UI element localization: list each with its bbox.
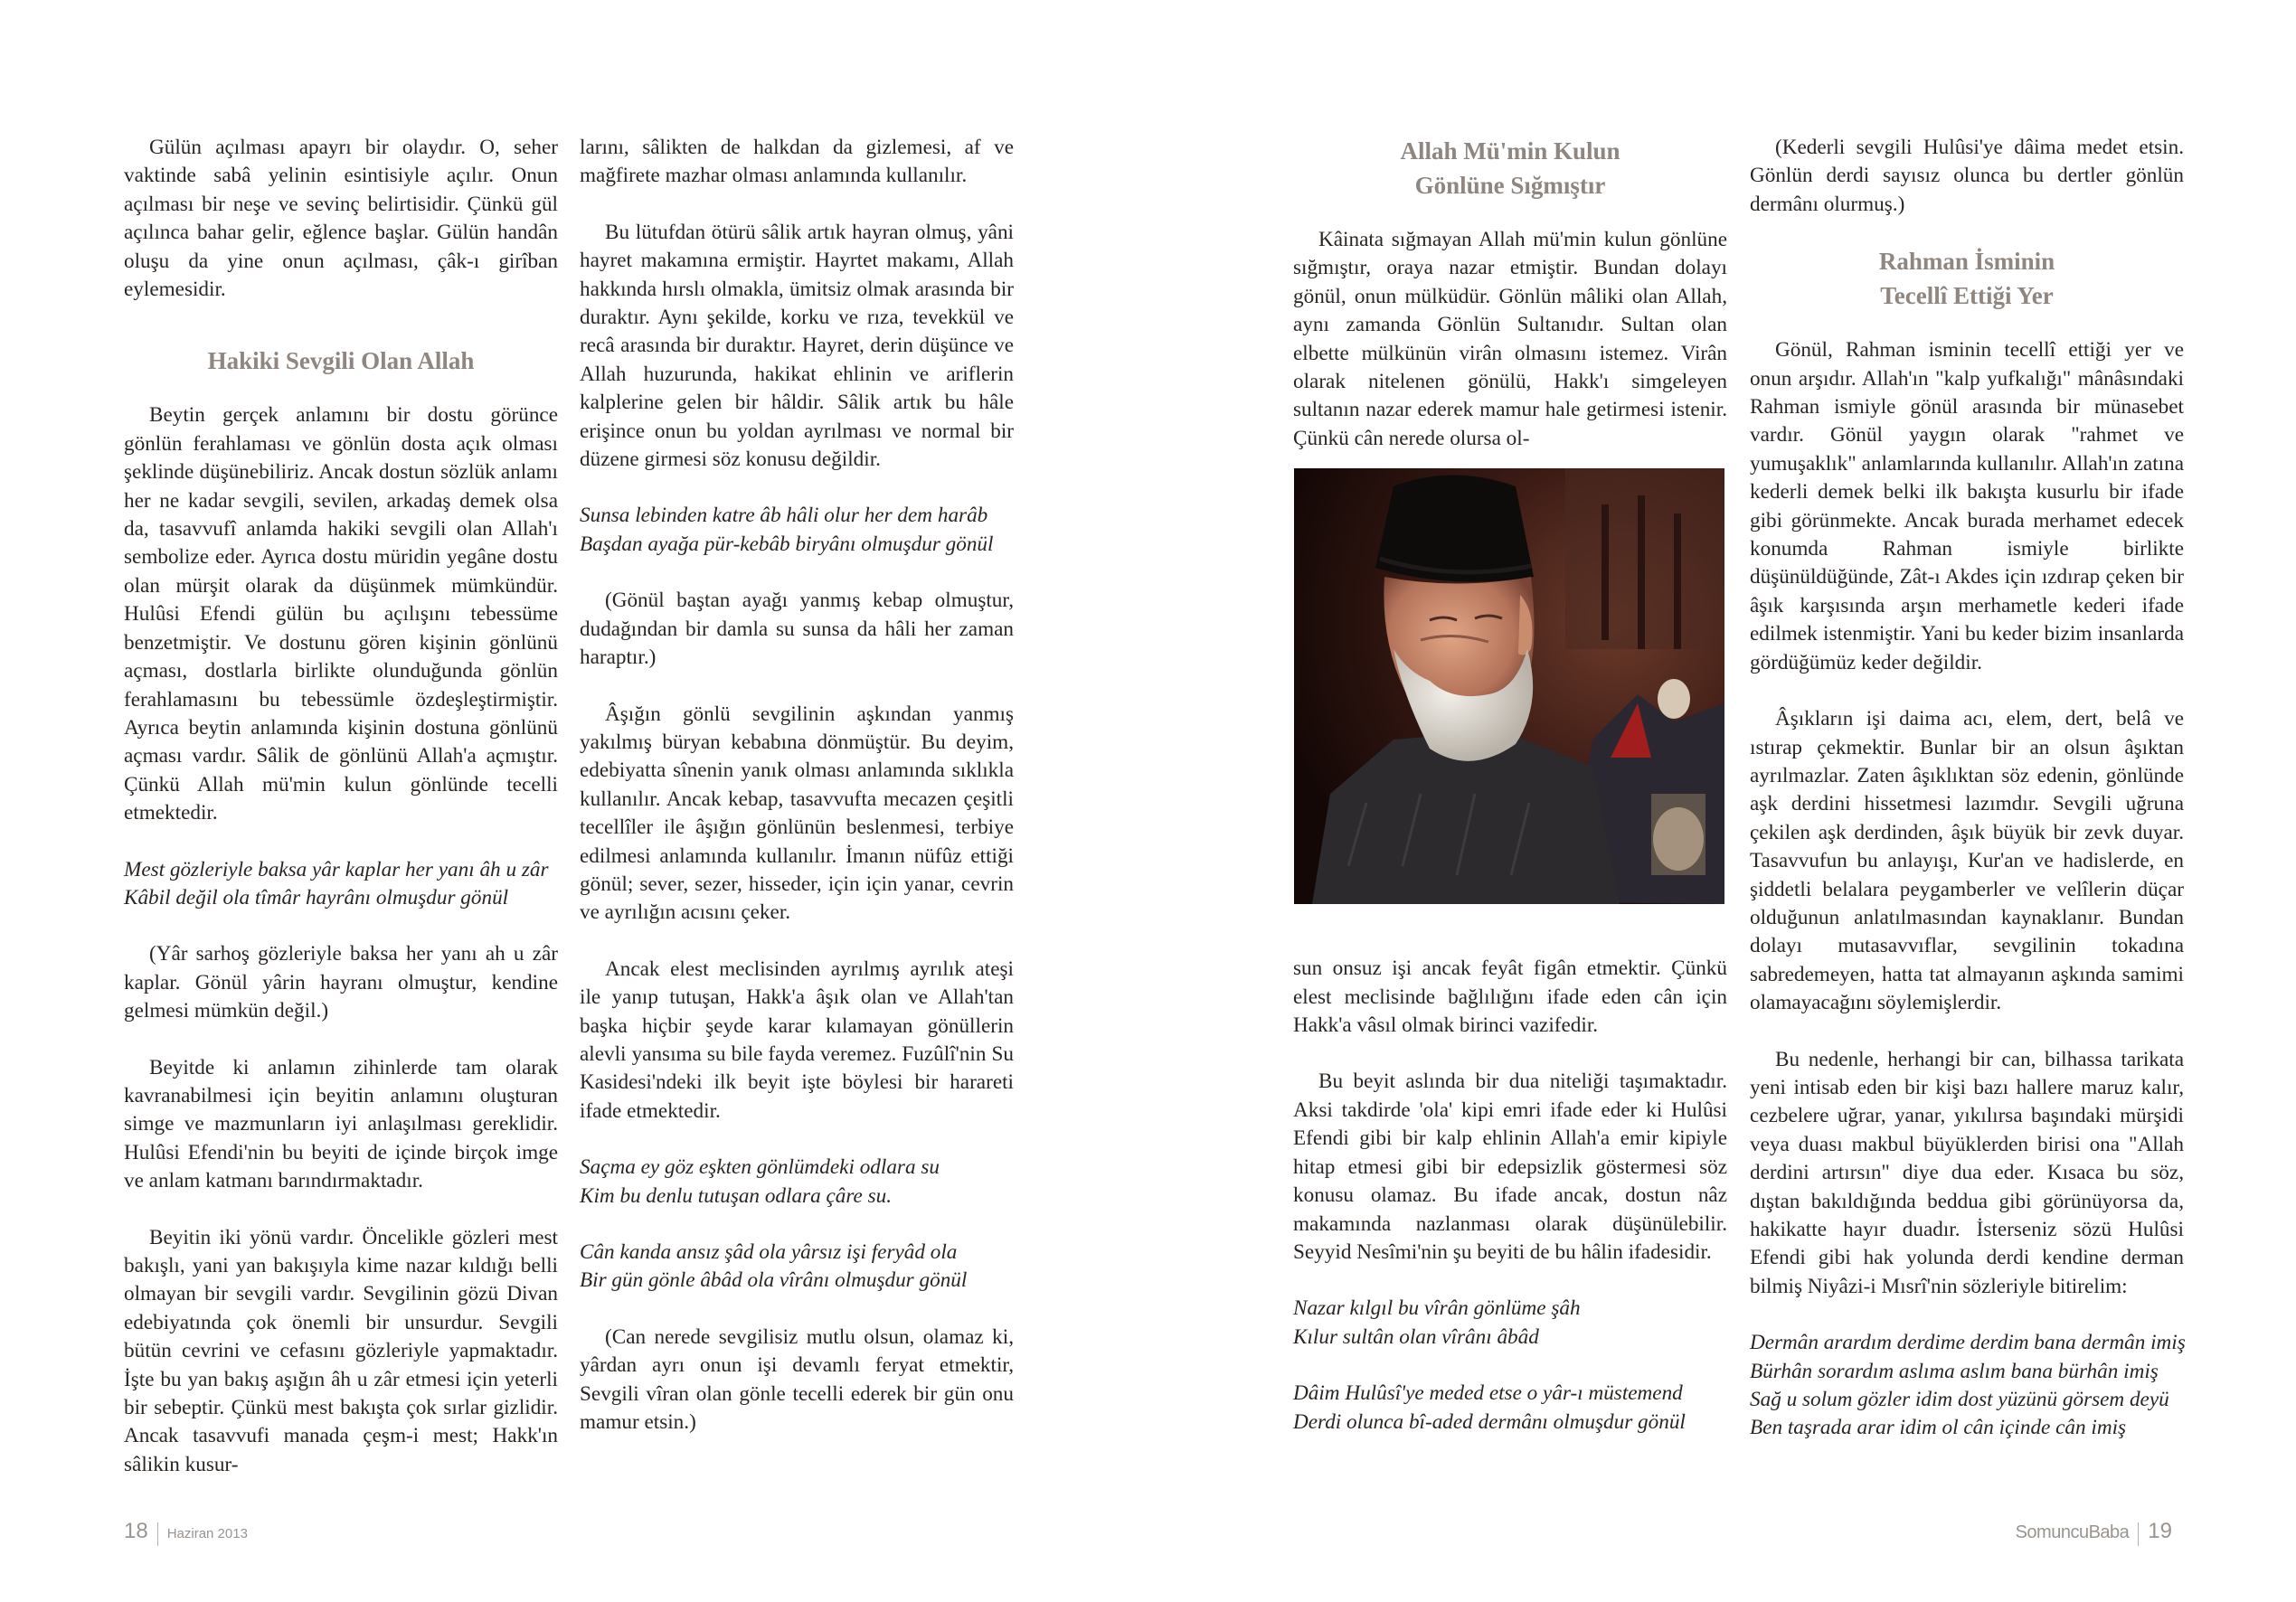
paragraph: Bu nedenle, herhangi bir can, bilhassa tarikata yeni intisab eden bir kişi bazı hallere maruz kalır, cezbelere uğrar, yanar, yıkılırsa başındaki mürşidi veya duası makbul büyüklerden birisi ona "Allah derdini artırsın" diye dua eder. Kısaca bu söz, dıştan bakıldığında beddua gibi görünüyorsa da, hakikatte hayır duadır. İsterseniz sözü Hulûsi Efendi gibi hak yolunda derdi kendine derman bilmiş Niyâzi-i Mısrî'nin sözleriyle bitirelim: — [1750, 1047, 2184, 1298]
heading-line: Rahman İsminin — [1878, 248, 2055, 276]
verse-line: Kim bu denlu tutuşan odlara çâre su. — [580, 1183, 893, 1208]
paragraph: (Can nerede sevgilisiz mutlu olsun, olamaz ki, yârdan ayrı onun işi devamlı feryat etmektir, Sevgili vîran olan gönle tecelli ederek bir gün onu mamur etsin.) — [580, 1324, 1014, 1435]
portrait-photo — [1294, 468, 1724, 904]
verse-line: Derdi olunca bî-aded dermânı olmuşdur gönül — [1293, 1409, 1686, 1434]
page-number: 18 — [124, 1519, 148, 1543]
paragraph: Gönül, Rahman isminin tecellî ettiği yer ve onun arşıdır. Allah'ın "kalp yufkalığı" mânâsındaki Rahman ismiyle gönül arasında bir münasebet vardır. Gönül yaygın olarak "rahmet ve yumuşaklık" anlamlarında kullanılır. Allah'ın zatına kederli demek belki ilk bakışta kusurlu bir ifade gibi görünmekte. Ancak burada merhamet edecek konumda Rahman ismiyle birlikte düşünüldüğünde, Zât-ı Akdes için ızdırap çeken bir âşık karşısında arşın merhametle kederi ifade edilmek istenmiştir. Yani bu keder bizim insanlarda gördüğümüz keder değildir. — [1750, 338, 2184, 674]
paragraph: Beyitde ki anlamın zihinlerde tam olarak kavranabilmesi için beyitin anlamını oluşturan simge ve mazmunların iyi anlaşılması gereklidir. Hulûsi Efendi'nin bu beyiti de içinde birçok imge ve anlam katmanı barındırmaktadır. — [124, 1055, 558, 1193]
paragraph: Âşıkların işi daima acı, elem, dert, belâ ve ıstırap çekmektir. Bunlar bir an olsun âşıktan ayrılmazlar. Zaten âşıklıktan söz edenin, gönlünde aşk derdini hissetmesi lazımdır. Sevgili uğruna çekilen aşk derdinden, âşık büyük bir zevk duyar. Tasavvufun bu anlayışı, Kur'an ve hadislerde, en şiddetli belalara peygamberler ve velîlerin düçar olduğunun anlatılmasından kaynaklanır. Bundan dolayı mutasavvıflar, sevgilinin tokadına sabredemeyen, hatta tat almayanın aşkında samimi olamayacağını söylemişlerdir. — [1750, 707, 2184, 1015]
footer-divider — [2138, 1522, 2139, 1546]
paragraph: Bu lütufdan ötürü sâlik artık hayran olmuş, yâni hayret makamına ermiştir. Hayrtet makamı, Allah hakkında hırslı olmakla, ümitsiz olmak arasında bir duraktır. Aynı şekilde, korku ve rıza, tevekkül ve recâ arasında bir duraktır. Hayret, derin düşünce ve Allah huzurunda, hakikat ehlinin ve ariflerin kalplerine gelen bir hâldir. Sâlik artık bu hâle erişince onun bu yoldan ayrılması ve normal bir düzene girmesi söz konusu değildir. — [580, 220, 1014, 472]
section-heading-hakiki-sevgili: Hakiki Sevgili Olan Allah — [207, 347, 475, 375]
page-number: 19 — [2148, 1519, 2172, 1543]
paragraph: Bu beyit aslında bir dua niteliği taşımaktadır. Aksi takdirde 'ola' kipi emri ifade eder ki Hulûsi Efendi gibi bir kalp ehlinin Allah'a emir kipiyle hitap etmesi gibi bir edepsizlik göstermesi söz konusu olamaz. Bu ifade ancak, dostun nâz makamında nazlanması olarak düşünülebilir. Seyyid Nesîmi'nin şu beyiti de bu hâlin ifadesidir. — [1293, 1070, 1727, 1264]
verse-line: Bürhân sorardım aslıma aslım bana bürhân imiş — [1750, 1359, 2159, 1383]
portrait-illustration — [1294, 468, 1724, 904]
paragraph: Beyitin iki yönü vardır. Öncelikle gözleri mest bakışlı, yani yan bakışıyla kime nazar kıldığı belli olmayan bir sevgili vardır. Sevgilinin gözü Divan edebiyatında çok önemli bir unsurdur. Sevgili bütün cevrini ve cefasını gözleriyle yapmaktadır. İşte bu yan bakış aşığın âh u zâr etmesi için yeterli bir sebeptir. Çünkü mest bakışta çok sırlar gizlidir. Ancak tasavvufi manada çeşm-i mest; Hakk'ın sâlikin kusur- — [124, 1225, 558, 1476]
verse-line: Kâbil değil ola tîmâr hayrânı olmuşdur gönül — [124, 885, 509, 909]
paragraph: larını, sâlikten de halkdan da gizlemesi, af ve mağfirete mazhar olması anlamında kullanılır. — [580, 136, 1014, 188]
paragraph: Ancak elest meclisinden ayrılmış ayrılık ateşi ile yanıp tutuşan, Hakk'a âşık olan ve Allah'tan başka hiçbir şeyde karar kılamayan gönüllerin alevli yansıma su bile fayda veremez. Fuzûlî'nin Su Kasidesi'ndeki ilk beyit işte böylesi bir harareti ifade etmektedir. — [580, 956, 1014, 1123]
paragraph: (Kederli sevgili Hulûsi'ye dâima medet etsin. Gönlün derdi sayısız olunca bu dertler gönlün dermânı olurmuş.) — [1750, 136, 2184, 216]
verse-block — [580, 1239, 1014, 1296]
verse-line: Mest gözleriyle baksa yâr kaplar her yanı âh u zâr — [124, 857, 549, 881]
verse-line: Nazar kılgıl bu vîrân gönlüme şâh — [1293, 1296, 1581, 1321]
section-heading-allah-mumin — [1293, 134, 1727, 203]
left-footer — [124, 1519, 248, 1546]
paragraph: sun onsuz işi ancak feyât figân etmektir. Çünkü elest meclisinde bağlılığını ifade eden cân için Hakk'a vâsıl olmak birinci vazifedir. — [1293, 956, 1727, 1038]
magazine-logo: SomuncuBaba — [2015, 1522, 2130, 1542]
verse-block — [124, 856, 558, 913]
heading-line: Allah Mü'min Kulun — [1400, 137, 1620, 165]
heading-line: Tecellî Ettiği Yer — [1880, 282, 2054, 310]
verse-line: Ben taşrada arar idim ol cân içinde cân imiş — [1750, 1416, 2127, 1440]
left-column-2 — [580, 134, 1014, 1437]
section-heading-rahman — [1750, 244, 2184, 313]
verse-line: Saçma ey göz eşkten gönlümdeki odlara su — [580, 1155, 940, 1180]
verse-line: Başdan ayağa pür-kebâb biryânı olmuşdur gönül — [580, 532, 994, 556]
verse-block — [580, 1154, 1014, 1211]
verse-block — [1750, 1329, 2184, 1443]
verse-line: Sunsa lebinden katre âb hâli olur her dem harâb — [580, 504, 988, 528]
right-footer — [2016, 1519, 2172, 1546]
verse-block — [580, 502, 1014, 559]
paragraph: (Yâr sarhoş gözleriyle baksa her yanı ah u zâr kaplar. Gönül yârin hayranı olmuştur, kendine gelmesi mümkün değil.) — [124, 942, 558, 1023]
verse-line: Dâim Hulûsî'ye meded etse o yâr-ı müstemend — [1293, 1381, 1683, 1406]
verse-line: Dermân arardım derdime derdim bana dermân imiş — [1750, 1331, 2186, 1355]
intro-paragraph: Gülün açılması apayrı bir olaydır. O, seher vaktinde sabâ yelinin esintisiyle açılır. Onun açılması bir neşe ve sevinç belirtisidir. Çünkü gül açılınca bahar gelir, eğlence başlar. Gülün handân oluşu da yine onun açılması, çâk-ı girîban eylemesidir. — [124, 136, 558, 302]
paragraph: (Gönül baştan ayağı yanmış kebap olmuştur, dudağından bir damla su sunsa da hâli her zaman haraptır.) — [580, 589, 1014, 670]
right-column-2 — [1750, 134, 2184, 1443]
left-column-1 — [124, 134, 558, 1479]
verse-line: Cân kanda ansız şâd ola yârsız işi feryâd ola — [580, 1240, 958, 1264]
paragraph: Beytin gerçek anlamını bir dostu görünce gönlün ferahlaması ve gönlün dosta açık olması şeklinde düşünebiliriz. Ancak dostun sözlük anlamı her ne kadar sevgili, sevilen, arkadaş demek olsa da, tasavvufî anlamda hakiki sevgili olan Allah'ı sembolize eder. Ayrıca dostu müridin yegâne dostu olan mürşit olarak da düşünmek mümkündür. Hulûsi Efendi gülün bu açılışını tebessüme benzetmiştir. Ve dostunu gören kişinin gönlünü açması, dostlarla birlikte olunduğunda gönlün ferahlamasını bu tebessümle özdeşleştirmiştir. Ayrıca beytin anlamında kişinin dostuna gönlünü açması vardır. Sâlik de gönlünü Allah'a açmıştır. Çünkü Allah mü'min kulun gönlünde tecelli etmektedir. — [124, 403, 558, 825]
verse-line: Sağ u solum gözler idim dost yüzünü görsem deyü — [1750, 1388, 2169, 1412]
footer-divider — [157, 1522, 158, 1546]
paragraph: Âşığın gönlü sevgilinin aşkından yanmış yakılmış büryan kebabına dönmüştür. Bu deyim, edebiyatta sînenin yanık olması anlamında sıklıkla kullanılır. Ancak kebap, tasavvufta mecazen çeşitli tecellîler ile âşığın gönlünün beslenmesi, terbiye edilmesi anlamında kullanılır. İmanın nüfûz ettiği gönül; sever, sezer, hisseder, için için yanar, cevrin ve ayrılığın acısını çeker. — [580, 702, 1014, 925]
verse-block — [1293, 1295, 1727, 1352]
verse-line: Bir gün gönle âbâd ola vîrânı olmuşdur gönül — [580, 1268, 968, 1293]
heading-line: Gönlüne Sığmıştır — [1414, 172, 1606, 199]
verse-block — [1293, 1380, 1727, 1437]
verse-line: Kılur sultân olan vîrânı âbâd — [1293, 1324, 1539, 1349]
issue-date: Haziran 2013 — [166, 1526, 248, 1541]
paragraph: Kâinata sığmayan Allah mü'min kulun gönlüne sığmıştır, oraya nazar etmiştir. Bundan dolayı gönül, onun mülküdür. Gönlün mâliki olan Allah, aynı zamanda Gönlün Sultanıdır. Sultan olan elbette mülkünün virân olmasını istemez. Virân olarak nitelenen gönülü, Hakk'ı simgeleyen sultanın nazar ederek mamur hale getirmesi istenir. Çünkü cân nerede olursa ol- — [1293, 228, 1727, 450]
